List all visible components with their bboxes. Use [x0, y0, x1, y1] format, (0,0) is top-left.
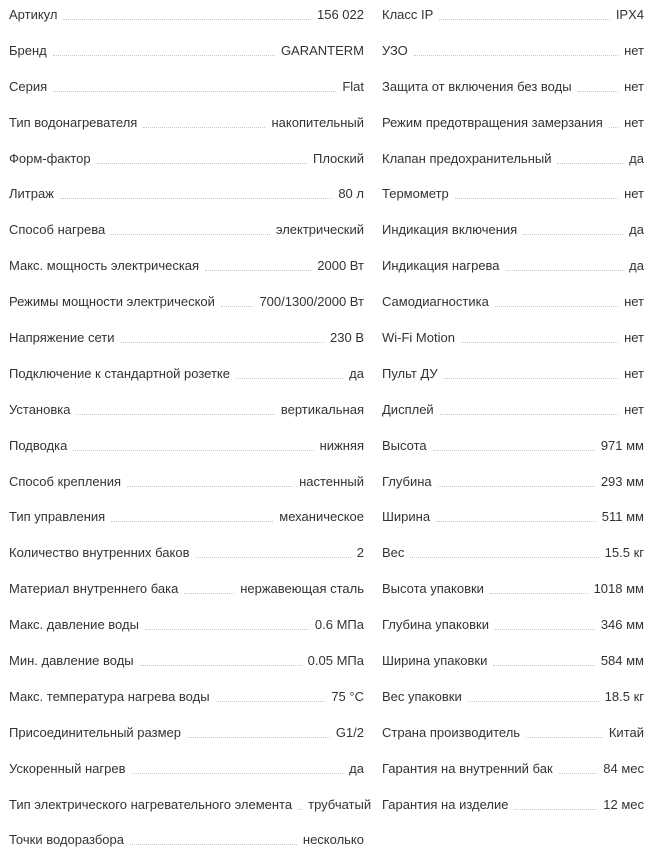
spec-row	[382, 634, 644, 670]
spec-row	[382, 168, 644, 204]
spec-name: Класс IP	[382, 7, 434, 22]
spec-value: G1/2	[335, 724, 364, 740]
spec-value: 156 022	[317, 7, 364, 22]
spec-row	[9, 347, 364, 383]
dotted-leader	[559, 773, 598, 774]
spec-value: Flat	[342, 78, 364, 94]
spec-value: 0.6 МПа	[314, 617, 364, 633]
spec-row	[9, 742, 364, 778]
spec-value: 230 В	[330, 330, 364, 346]
spec-name: Подводка	[9, 437, 68, 453]
spec-row	[382, 742, 644, 778]
dotted-leader	[143, 127, 265, 128]
spec-name: Бренд	[9, 42, 47, 58]
spec-name: Режим предотвращения замерзания	[382, 114, 603, 130]
spec-value: 18.5 кг	[604, 688, 644, 704]
spec-name: Тип электрического нагревательного элемента	[9, 796, 293, 812]
spec-value: нет	[624, 42, 644, 58]
spec-name: Точки водоразбора	[9, 832, 124, 848]
dotted-leader	[196, 557, 351, 558]
spec-row	[9, 168, 364, 204]
dotted-leader	[414, 55, 618, 56]
spec-row	[382, 275, 644, 311]
dotted-leader	[440, 414, 618, 415]
spec-value: 2	[356, 545, 364, 561]
dotted-leader	[438, 486, 595, 487]
spec-value: IPX4	[615, 7, 644, 22]
spec-row	[9, 670, 364, 706]
dotted-leader	[609, 127, 618, 128]
spec-value: 2000 Вт	[317, 258, 364, 274]
dotted-leader	[557, 163, 623, 164]
dotted-leader	[436, 521, 596, 522]
spec-value: накопительный	[271, 114, 364, 130]
dotted-leader	[523, 234, 623, 235]
spec-name: Серия	[9, 78, 48, 94]
spec-row	[9, 706, 364, 742]
dotted-leader	[121, 342, 325, 343]
dotted-leader	[53, 91, 336, 92]
dotted-leader	[495, 629, 595, 630]
spec-row	[382, 347, 644, 383]
spec-name: Макс. температура нагрева воды	[9, 688, 210, 704]
spec-row	[9, 455, 364, 491]
spec-value: 700/1300/2000 Вт	[259, 294, 364, 310]
spec-row	[9, 132, 364, 168]
spec-row	[382, 455, 644, 491]
spec-name: Способ нагрева	[9, 222, 106, 238]
spec-row	[9, 96, 364, 132]
spec-value: да	[629, 222, 644, 238]
spec-name: Вес	[382, 545, 405, 561]
dotted-leader	[439, 19, 610, 20]
spec-name: Страна производитель	[382, 724, 521, 740]
spec-value: нет	[624, 365, 644, 381]
spec-value: нет	[624, 330, 644, 346]
spec-name: Самодиагностика	[382, 294, 489, 310]
spec-value: 1018 мм	[593, 581, 644, 597]
spec-name: Индикация включения	[382, 222, 518, 238]
dotted-leader	[490, 593, 588, 594]
spec-name: Мин. давление воды	[9, 653, 134, 669]
spec-value: 75 °C	[331, 688, 364, 704]
spec-value: 12 мес	[603, 796, 644, 812]
dotted-leader	[111, 234, 270, 235]
spec-value: 84 мес	[603, 760, 644, 776]
dotted-leader	[236, 378, 343, 379]
dotted-leader	[495, 306, 618, 307]
dotted-leader	[63, 19, 311, 20]
spec-name: Напряжение сети	[9, 330, 115, 346]
spec-row	[9, 419, 364, 455]
spec-row	[382, 383, 644, 419]
spec-name: Гарантия на изделие	[382, 796, 509, 812]
spec-name: Артикул	[9, 7, 58, 22]
spec-column-right	[382, 6, 644, 814]
spec-row	[382, 526, 644, 562]
dotted-leader	[410, 557, 598, 558]
spec-value: Китай	[608, 724, 644, 740]
spec-value: нержавеющая сталь	[240, 581, 364, 597]
spec-value: GARANTERM	[280, 42, 364, 58]
spec-name: Тип водонагревателя	[9, 114, 138, 130]
dotted-leader	[216, 701, 326, 702]
spec-name: Количество внутренних баков	[9, 545, 190, 561]
spec-value: нижняя	[319, 437, 364, 453]
spec-value: нет	[624, 114, 644, 130]
dotted-leader	[97, 163, 307, 164]
dotted-leader	[111, 521, 273, 522]
spec-column-left	[9, 6, 372, 849]
spec-name: Подключение к стандартной розетке	[9, 365, 230, 381]
dotted-leader	[433, 450, 595, 451]
spec-value: нет	[624, 401, 644, 417]
spec-row	[9, 491, 364, 527]
spec-row	[9, 814, 364, 850]
spec-value: механическое	[279, 509, 364, 525]
spec-value: трубчатый	[308, 796, 372, 812]
spec-value: да	[349, 760, 364, 776]
spec-row	[382, 311, 644, 347]
spec-row	[9, 634, 364, 670]
spec-value: несколько	[302, 832, 364, 848]
spec-name: Макс. мощность электрическая	[9, 258, 200, 274]
dotted-leader	[506, 270, 624, 271]
dotted-leader	[526, 737, 603, 738]
spec-value: 511 мм	[601, 509, 644, 525]
spec-value: 80 л	[338, 186, 364, 202]
dotted-leader	[73, 450, 313, 451]
spec-row	[9, 239, 364, 275]
spec-name: Ускоренный нагрев	[9, 760, 126, 776]
spec-name: Присоединительный размер	[9, 724, 181, 740]
spec-name: Дисплей	[382, 401, 434, 417]
spec-value: электрический	[275, 222, 364, 238]
dotted-leader	[184, 593, 234, 594]
spec-name: Ширина упаковки	[382, 653, 488, 669]
spec-row	[9, 598, 364, 634]
spec-value: да	[629, 258, 644, 274]
spec-row	[9, 275, 364, 311]
spec-row	[9, 6, 364, 24]
spec-row	[382, 706, 644, 742]
spec-name: Материал внутреннего бака	[9, 581, 179, 597]
dotted-leader	[514, 809, 597, 810]
spec-row	[9, 24, 364, 60]
spec-name: Высота упаковки	[382, 581, 484, 597]
spec-name: Термометр	[382, 186, 449, 202]
spec-row	[382, 96, 644, 132]
dotted-leader	[205, 270, 311, 271]
dotted-leader	[140, 665, 302, 666]
spec-row	[382, 419, 644, 455]
dotted-leader	[461, 342, 618, 343]
spec-name: Тип управления	[9, 509, 106, 525]
spec-row	[9, 203, 364, 239]
spec-row	[382, 670, 644, 706]
spec-value: да	[349, 365, 364, 381]
spec-name: Макс. давление воды	[9, 617, 139, 633]
spec-name: Форм-фактор	[9, 150, 91, 166]
dotted-leader	[298, 809, 302, 810]
spec-row	[9, 60, 364, 96]
spec-name: Установка	[9, 401, 71, 417]
spec-name: Режимы мощности электрической	[9, 294, 215, 310]
spec-value: настенный	[299, 473, 364, 489]
spec-name: УЗО	[382, 42, 408, 58]
spec-row	[382, 562, 644, 598]
spec-row	[9, 526, 364, 562]
spec-value: 346 мм	[600, 617, 644, 633]
spec-row	[382, 778, 644, 814]
dotted-leader	[455, 198, 618, 199]
spec-value: нет	[624, 186, 644, 202]
spec-row	[382, 6, 644, 24]
spec-name: Ширина	[382, 509, 431, 525]
spec-row	[9, 383, 364, 419]
spec-value: 15.5 кг	[604, 545, 644, 561]
dotted-leader	[578, 91, 619, 92]
spec-value: нет	[624, 294, 644, 310]
dotted-leader	[130, 844, 297, 845]
spec-row	[382, 239, 644, 275]
spec-name: Клапан предохранительный	[382, 150, 552, 166]
dotted-leader	[76, 414, 274, 415]
spec-value: 584 мм	[600, 653, 644, 669]
spec-name: Вес упаковки	[382, 688, 462, 704]
spec-name: Глубина упаковки	[382, 617, 489, 633]
spec-row	[382, 491, 644, 527]
spec-row	[382, 598, 644, 634]
spec-row	[382, 24, 644, 60]
dotted-leader	[132, 773, 344, 774]
spec-name: Способ крепления	[9, 473, 122, 489]
spec-name: Пульт ДУ	[382, 365, 438, 381]
spec-row	[9, 311, 364, 347]
dotted-leader	[53, 55, 275, 56]
dotted-leader	[444, 378, 618, 379]
spec-value: вертикальная	[280, 401, 364, 417]
spec-name: Литраж	[9, 186, 54, 202]
spec-name: Индикация нагрева	[382, 258, 500, 274]
spec-row	[382, 60, 644, 96]
spec-value: 0.05 МПа	[307, 653, 364, 669]
dotted-leader	[221, 306, 254, 307]
dotted-leader	[468, 701, 599, 702]
spec-value: Плоский	[312, 150, 364, 166]
spec-name: Глубина	[382, 473, 432, 489]
spec-row	[9, 562, 364, 598]
spec-value: 971 мм	[600, 437, 644, 453]
dotted-leader	[60, 198, 332, 199]
spec-name: Защита от включения без воды	[382, 78, 572, 94]
spec-value: нет	[624, 78, 644, 94]
spec-name: Гарантия на внутренний бак	[382, 760, 553, 776]
spec-row	[382, 203, 644, 239]
spec-row	[382, 132, 644, 168]
spec-name: Высота	[382, 437, 427, 453]
dotted-leader	[145, 629, 309, 630]
spec-value: да	[629, 150, 644, 166]
spec-name: Wi-Fi Motion	[382, 330, 455, 346]
spec-value: 293 мм	[600, 473, 644, 489]
dotted-leader	[493, 665, 594, 666]
dotted-leader	[187, 737, 330, 738]
spec-row	[9, 778, 372, 814]
dotted-leader	[127, 486, 293, 487]
